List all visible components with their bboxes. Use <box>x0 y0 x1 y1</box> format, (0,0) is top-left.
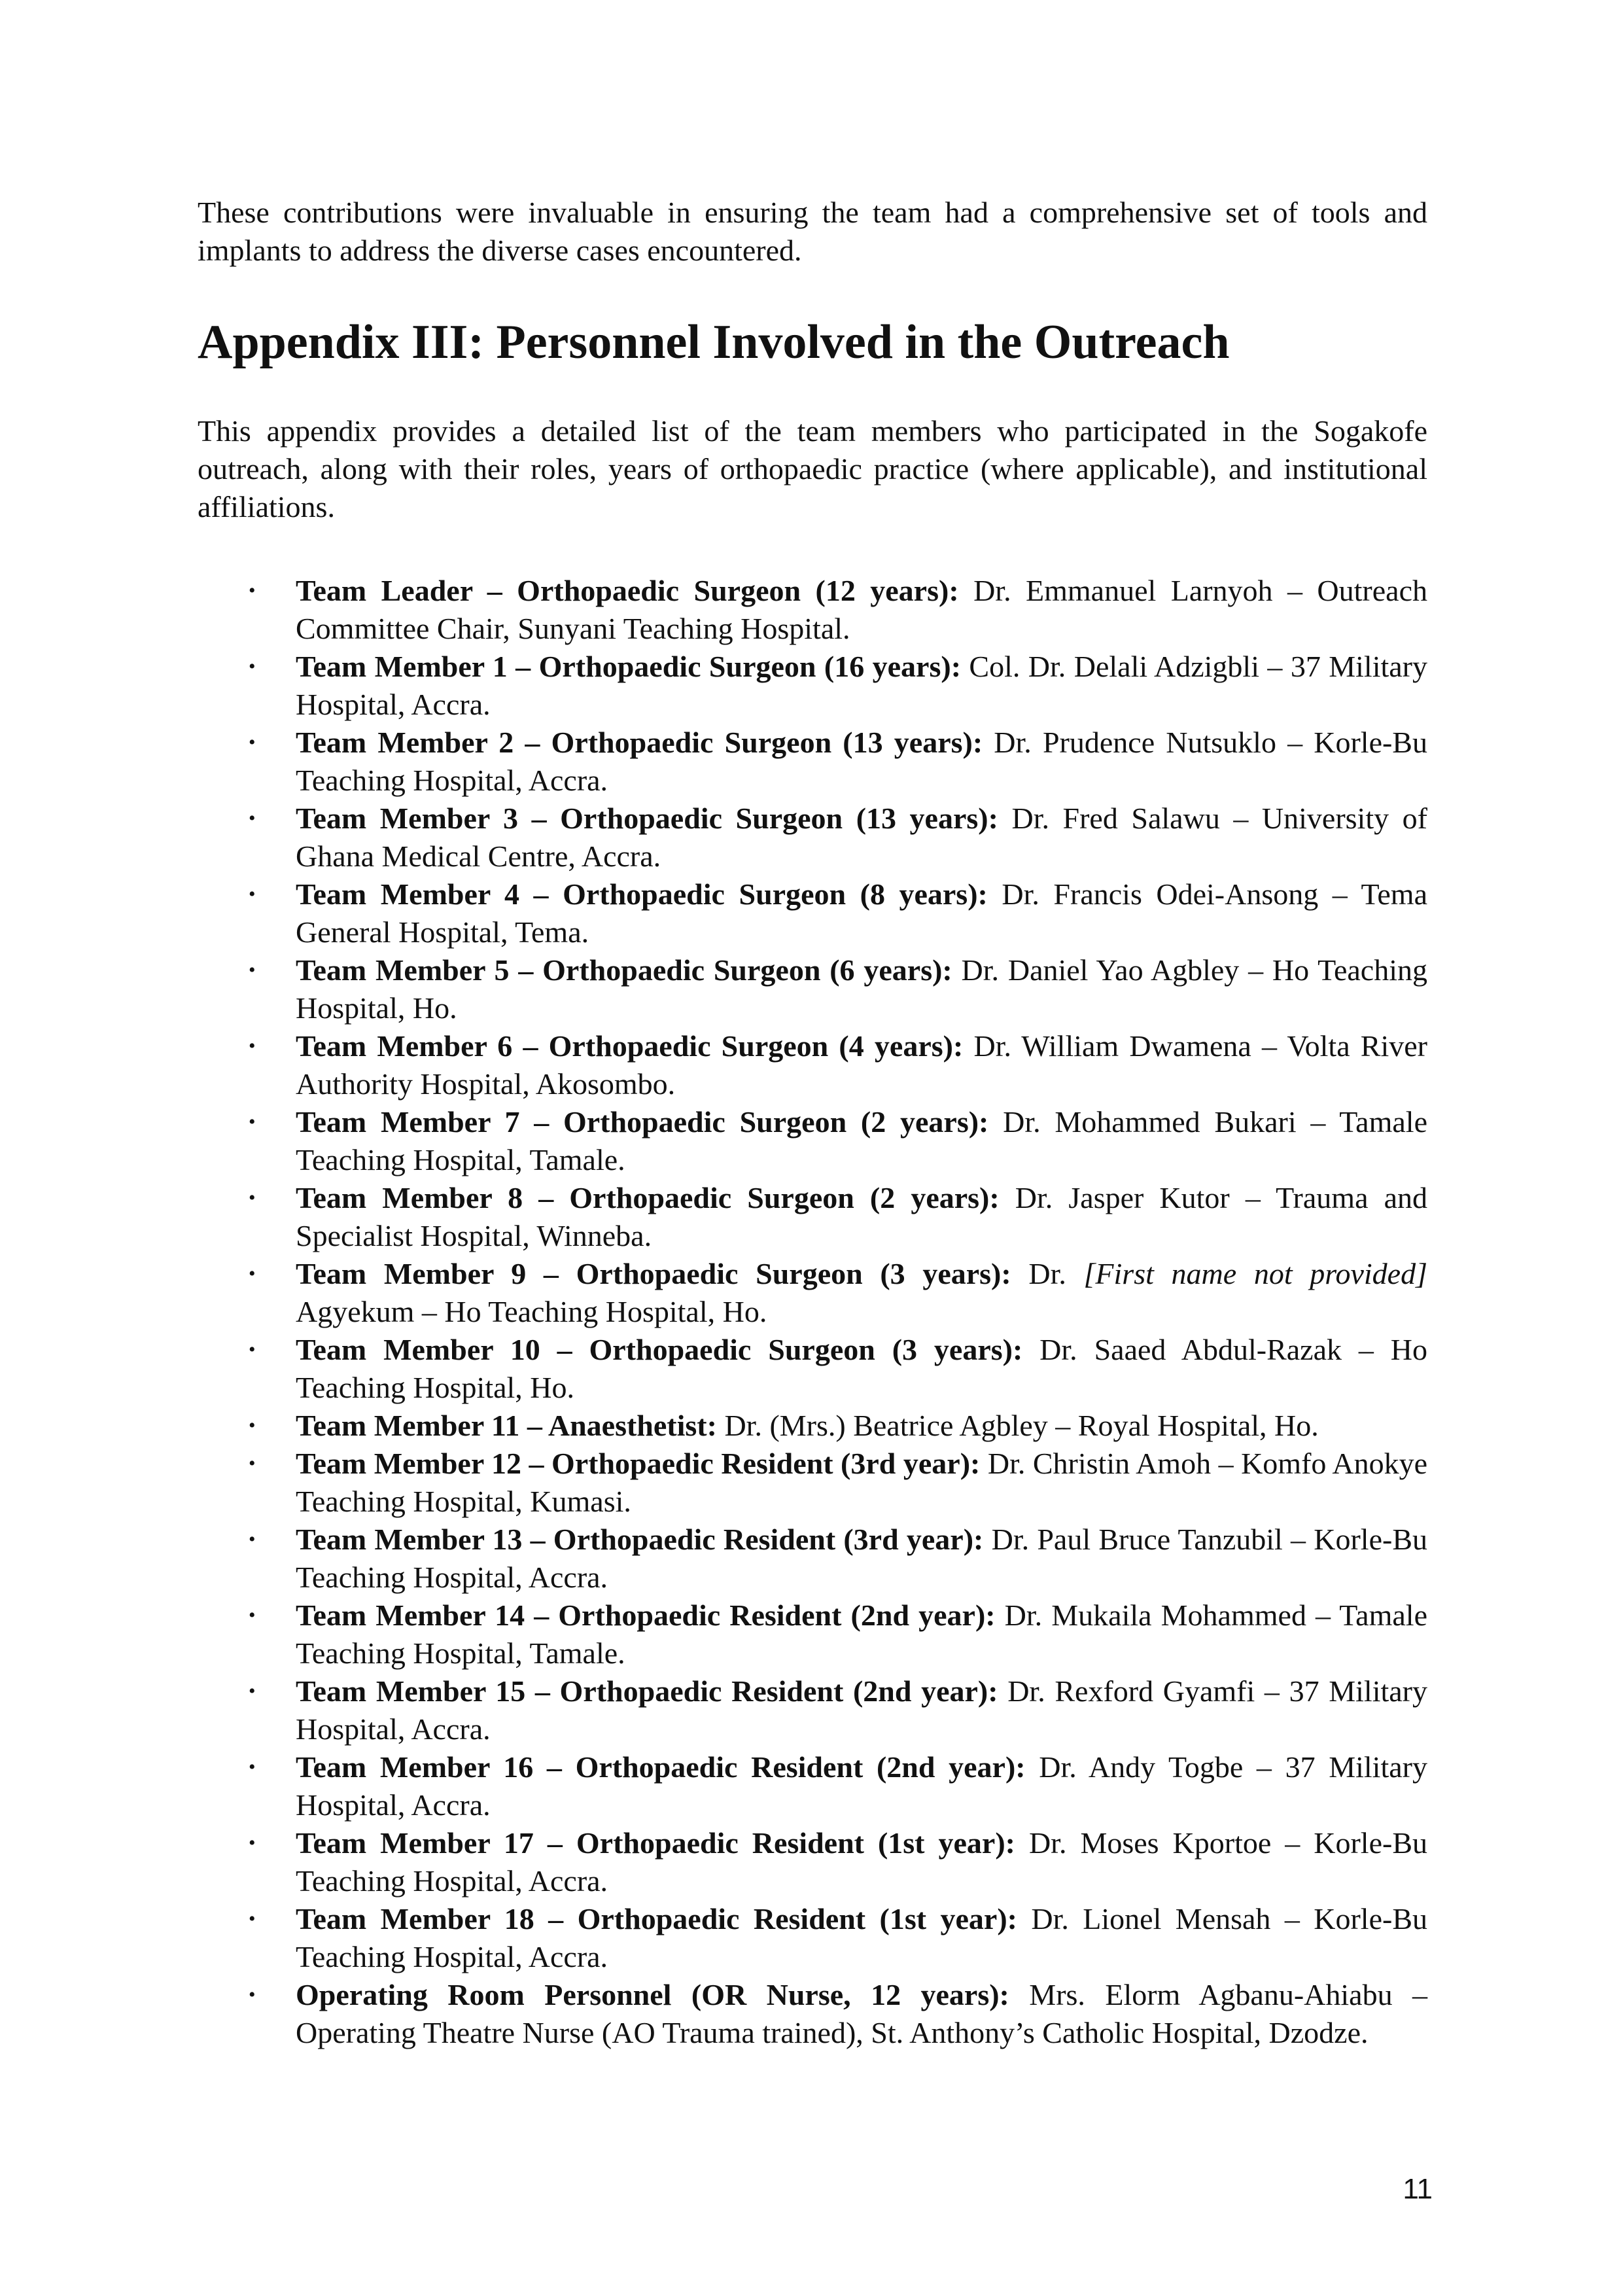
personnel-item <box>198 800 1427 875</box>
bullet-icon: • <box>249 1187 256 1209</box>
personnel-detail: Dr. Christin Amoh – Komfo Anokye Teaching Hospital, Kumasi. <box>296 1447 1428 1518</box>
personnel-role-label: Team Member 1 – Orthopaedic Surgeon (16 years): <box>296 650 962 683</box>
personnel-item <box>198 1976 1427 2052</box>
personnel-role-label: Team Member 3 – Orthopaedic Surgeon (13 years): <box>296 802 998 835</box>
personnel-detail: Dr. Saaed Abdul-Razak – Ho Teaching Hospital, Ho. <box>296 1333 1427 1404</box>
personnel-item <box>198 1445 1427 1521</box>
bullet-icon: • <box>249 883 256 905</box>
personnel-item <box>198 1748 1427 1824</box>
personnel-item <box>198 1255 1427 1331</box>
bullet-icon: • <box>249 1339 256 1360</box>
personnel-role-label: Operating Room Personnel (OR Nurse, 12 years): <box>296 1978 1009 2011</box>
personnel-list <box>198 572 1427 2052</box>
bullet-icon: • <box>249 1035 256 1057</box>
personnel-role-label: Team Member 2 – Orthopaedic Surgeon (13 years): <box>296 726 983 759</box>
personnel-detail: Dr. Paul Bruce Tanzubil – Korle-Bu Teaching Hospital, Accra. <box>296 1523 1427 1594</box>
personnel-detail: Dr. (Mrs.) Beatrice Agbley – Royal Hospital, Ho. <box>716 1409 1319 1442</box>
personnel-detail-continued: Agyekum – Ho Teaching Hospital, Ho. <box>296 1295 767 1328</box>
personnel-item <box>198 648 1427 724</box>
personnel-detail: Dr. Rexford Gyamfi – 37 Military Hospital, Accra. <box>296 1674 1427 1746</box>
personnel-item <box>198 1331 1427 1407</box>
page-number: 11 <box>1403 2173 1433 2205</box>
personnel-detail: Dr. Andy Togbe – 37 Military Hospital, Accra. <box>296 1750 1427 1822</box>
personnel-role-label: Team Member 13 – Orthopaedic Resident (3rd year): <box>296 1523 984 1556</box>
appendix-description: This appendix provides a detailed list of the team members who participated in the Sogakofe outreach, along with their roles, years of orthopaedic practice (where applicable), and institutional affiliations. <box>198 414 1427 523</box>
bullet-icon: • <box>249 732 256 753</box>
personnel-item <box>198 1027 1427 1103</box>
personnel-role-label: Team Member 15 – Orthopaedic Resident (2nd year): <box>296 1674 998 1708</box>
personnel-item <box>198 724 1427 800</box>
personnel-detail: Dr. Lionel Mensah – Korle-Bu Teaching Hospital, Accra. <box>296 1902 1428 1973</box>
personnel-role-label: Team Member 11 – Anaesthetist: <box>296 1409 717 1442</box>
appendix-heading: Appendix III: Personnel Involved in the Outreach <box>198 315 1230 369</box>
personnel-role-label: Team Member 7 – Orthopaedic Surgeon (2 years): <box>296 1105 989 1139</box>
personnel-item <box>198 1824 1427 1900</box>
bullet-icon: • <box>249 580 256 601</box>
personnel-item <box>198 875 1427 951</box>
personnel-role-label: Team Member 14 – Orthopaedic Resident (2nd year): <box>296 1598 996 1632</box>
personnel-item <box>198 1900 1427 1976</box>
personnel-item <box>198 1103 1427 1179</box>
personnel-item <box>198 1521 1427 1597</box>
intro-paragraph: These contributions were invaluable in ensuring the team had a comprehensive set of tools and implants to address the diverse cases encountered. <box>198 196 1427 267</box>
personnel-detail: Dr. <box>1011 1257 1084 1290</box>
bullet-icon: • <box>249 1908 256 1930</box>
page-content <box>198 194 1427 2052</box>
personnel-role-label: Team Leader – Orthopaedic Surgeon (12 years): <box>296 574 959 607</box>
bullet-icon: • <box>249 1415 256 1436</box>
bullet-icon: • <box>249 1756 256 1778</box>
personnel-item <box>198 1597 1427 1672</box>
bullet-icon: • <box>249 807 256 829</box>
bullet-icon: • <box>249 1263 256 1284</box>
bullet-icon: • <box>249 1832 256 1854</box>
personnel-role-label: Team Member 16 – Orthopaedic Resident (2nd year): <box>296 1750 1026 1784</box>
personnel-detail: Dr. Moses Kportoe – Korle-Bu Teaching Hospital, Accra. <box>296 1826 1428 1898</box>
bullet-icon: • <box>249 959 256 981</box>
personnel-role-label: Team Member 12 – Orthopaedic Resident (3rd year): <box>296 1447 981 1480</box>
personnel-role-label: Team Member 8 – Orthopaedic Surgeon (2 years): <box>296 1181 1000 1214</box>
personnel-detail: Dr. Mukaila Mohammed – Tamale Teaching Hospital, Tamale. <box>296 1598 1427 1670</box>
personnel-role-label: Team Member 18 – Orthopaedic Resident (1st year): <box>296 1902 1017 1935</box>
bullet-icon: • <box>249 1528 256 1550</box>
personnel-item <box>198 572 1427 648</box>
bullet-icon: • <box>249 1453 256 1474</box>
personnel-role-label: Team Member 9 – Orthopaedic Surgeon (3 years): <box>296 1257 1011 1290</box>
bullet-icon: • <box>249 1680 256 1702</box>
personnel-role-label: Team Member 17 – Orthopaedic Resident (1st year): <box>296 1826 1015 1860</box>
personnel-detail: Dr. Fred Salawu – University of Ghana Medical Centre, Accra. <box>296 802 1427 873</box>
personnel-role-label: Team Member 10 – Orthopaedic Surgeon (3 years): <box>296 1333 1023 1366</box>
personnel-note: [First name not provided] <box>1083 1257 1427 1290</box>
bullet-icon: • <box>249 1984 256 2005</box>
personnel-detail: Mrs. Elorm Agbanu-Ahiabu – Operating Theatre Nurse (AO Trauma trained), St. Anthony’s Catholic Hospital, Dzodze. <box>296 1978 1427 2049</box>
bullet-icon: • <box>249 656 256 677</box>
personnel-detail: Dr. Daniel Yao Agbley – Ho Teaching Hospital, Ho. <box>296 953 1427 1025</box>
bullet-icon: • <box>249 1111 256 1133</box>
personnel-detail: Dr. Francis Odei-Ansong – Tema General Hospital, Tema. <box>296 877 1427 949</box>
personnel-detail: Dr. Prudence Nutsuklo – Korle-Bu Teaching Hospital, Accra. <box>296 726 1427 797</box>
personnel-item <box>198 1672 1427 1748</box>
personnel-detail: Dr. Emmanuel Larnyoh – Outreach Committee Chair, Sunyani Teaching Hospital. <box>296 574 1427 645</box>
bullet-icon: • <box>249 1604 256 1626</box>
personnel-item <box>198 1179 1427 1255</box>
personnel-detail: Dr. Jasper Kutor – Trauma and Specialist Hospital, Winneba. <box>296 1181 1427 1252</box>
personnel-detail: Dr. William Dwamena – Volta River Authority Hospital, Akosombo. <box>296 1029 1427 1101</box>
personnel-detail: Dr. Mohammed Bukari – Tamale Teaching Hospital, Tamale. <box>296 1105 1427 1176</box>
personnel-role-label: Team Member 5 – Orthopaedic Surgeon (6 years): <box>296 953 952 987</box>
personnel-role-label: Team Member 6 – Orthopaedic Surgeon (4 years): <box>296 1029 964 1063</box>
personnel-role-label: Team Member 4 – Orthopaedic Surgeon (8 years): <box>296 877 988 911</box>
personnel-detail: Col. Dr. Delali Adzigbli – 37 Military Hospital, Accra. <box>296 650 1427 721</box>
personnel-item <box>198 951 1427 1027</box>
personnel-item <box>198 1407 1427 1445</box>
